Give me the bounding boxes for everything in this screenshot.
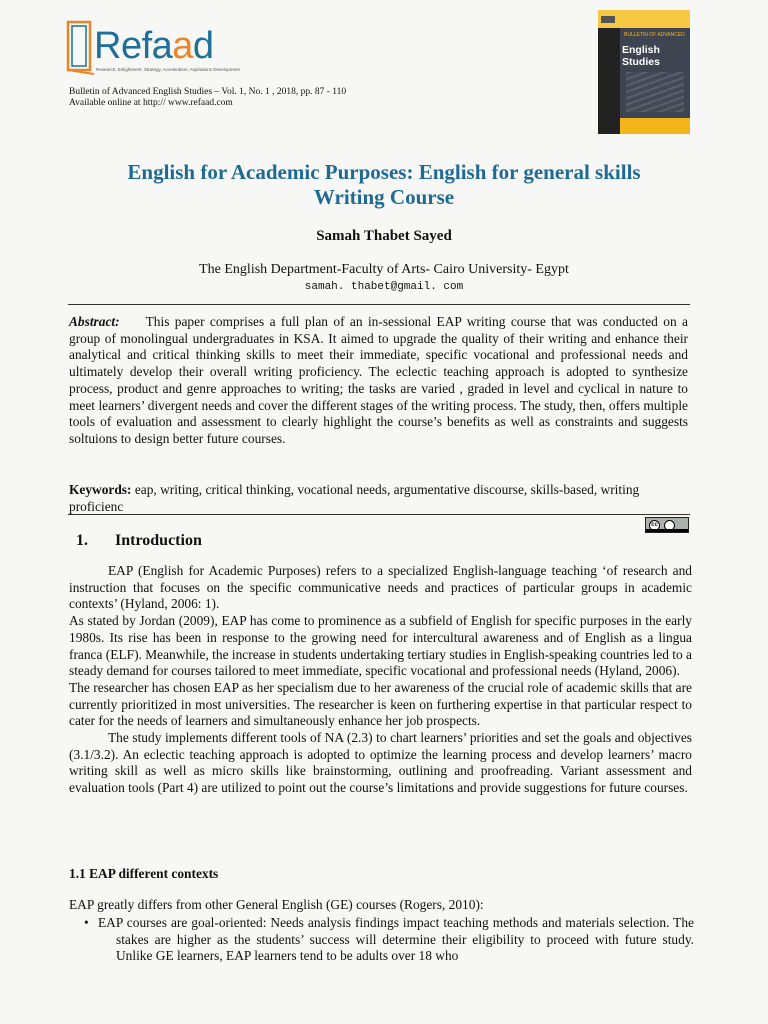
logo-tagline: Research, Enlightment, Strategy, Acceleration, Aspirations Development: [96, 67, 240, 72]
online-availability: Available online at http:// www.refaad.com: [69, 98, 233, 108]
refaad-logo: [64, 20, 240, 80]
author-name: Samah Thabet Sayed: [316, 228, 452, 244]
keywords: [69, 482, 688, 515]
intro-paragraph-4: The study implements different tools of NA (2.3) to chart learners’ priorities and set the goals and objectives (3.1/3.2). An eclectic teaching approach is adopted to optimize the learning process and develop learners’ macro writing skill as well as micro skills like brainstorming, outlining and proofreading. Variant assessment and evaluation tools (Part 4) are utilized to point out the course’s limitations and provide suggestions for future courses.: [69, 730, 692, 796]
author-affiliation: The English Department-Faculty of Arts- Cairo University- Egypt: [199, 262, 569, 277]
list-item: [69, 915, 694, 965]
author-email[interactable]: samah. thabet@gmail. com: [304, 281, 464, 293]
cover-pretitle: BULLETIN OF ADVANCED: [624, 32, 685, 38]
section-heading-introduction: [76, 532, 202, 550]
subsection-intro: EAP greatly differs from other General English (GE) courses (Rogers, 2010):: [69, 897, 484, 912]
section-number: 1.: [76, 532, 88, 549]
keywords-label: Keywords:: [69, 482, 132, 497]
bullet-text: EAP courses are goal-oriented: Needs analysis findings impact teaching methods and materials selection. The stakes are higher as the students’ success will determine their eligibility to proceed with future study. Unlike GE learners, EAP learners tend to be adults over 18 who: [98, 915, 694, 964]
journal-info: [69, 87, 346, 109]
intro-paragraph-3: The researcher has chosen EAP as her specialism due to her awareness of the crucial role of academic skills that are currently prioritized in most universities. The researcher is keen on furthering expertise in that particular respect to cater for the needs of learners and simultaneously enhance her job prospects.: [69, 679, 692, 729]
section-title: Introduction: [115, 532, 202, 549]
intro-paragraph-1: EAP (English for Academic Purposes) refers to a specialized English-language teaching ‘of research and instruction that focuses on the specific communicative needs and practices of particular groups in academic contexts’ (Hyland, 2006: 1).: [69, 563, 692, 612]
introduction-body: [69, 563, 692, 797]
abstract-text: This paper comprises a full plan of an in-sessional EAP writing course that was conducted on a group of monolingual undergraduates in KSA. It aimed to upgrade the quality of their writing and enhance their analytical and critical thinking skills to meet their immediate, specific vocational and professional needs and ultimately develop their overall writing proficiency. The eclectic teaching approach is adopted to synthesize process, product and genre approaches to writing; the tasks are varied , graded in level and cyclical in nature to meet learners’ divergent needs and cover the different stages of the writing process. The study, then, offers multiple tools of evaluation and assessment to clearly highlight the course’s benefits as well as constraints and suggests soltuions to design better future courses.: [69, 314, 688, 446]
title-line-2: Writing Course: [313, 185, 455, 209]
divider-top: [68, 304, 690, 305]
creative-commons-badge[interactable]: [645, 517, 689, 533]
bullet-dot-icon: •: [84, 915, 89, 930]
journal-cover-image: [598, 10, 690, 134]
logo-text: Refaad: [94, 25, 214, 67]
cc-icon: cc: [649, 520, 660, 531]
journal-citation: Bulletin of Advanced English Studies – Vol. 1, No. 1 , 2018, pp. 87 - 110: [69, 87, 347, 97]
paper-title: [40, 160, 728, 210]
keywords-text: eap, writing, critical thinking, vocational needs, argumentative discourse, skills-based, writing proficienc: [69, 482, 640, 514]
divider-bottom: [68, 514, 690, 515]
cover-title: English Studies: [622, 44, 660, 68]
abstract: [69, 314, 688, 448]
intro-paragraph-2: As stated by Jordan (2009), EAP has come to prominence as a subfield of English for specific purposes in the early 1980s. Its rise has been in response to the growing need for intercultural awareness and of English as a lingua franca (ELF). Meanwhile, the increase in students undertaking tertiary studies in English-speaking countries led to a steady demand for courses tailored to meet immediate, specific vocational and professional needs (Hyland, 2006).: [69, 613, 692, 679]
abstract-label: Abstract:: [69, 314, 120, 329]
subsection-heading: 1.1 EAP different contexts: [69, 866, 219, 881]
book-logo-icon: [64, 20, 98, 76]
title-line-1: English for Academic Purposes: English for general skills: [127, 160, 641, 184]
